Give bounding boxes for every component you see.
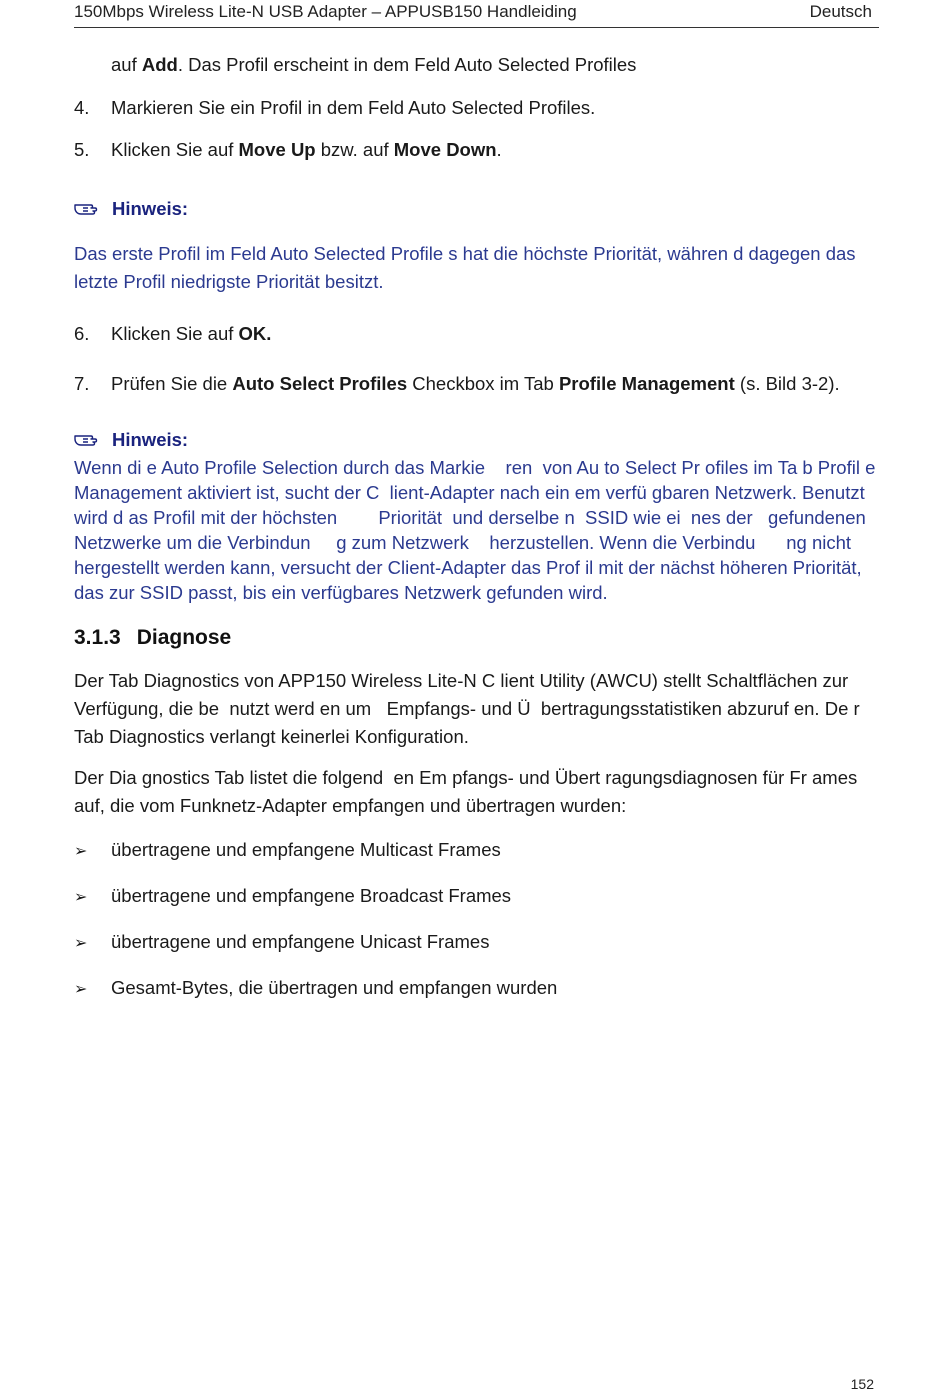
note-1-line-1: Das erste Profil im Feld Auto Selected Profile s hat die höchste Priorität, währen d dagegen das [74, 243, 856, 264]
section-heading [74, 625, 879, 650]
note-2-line-2: Management aktiviert ist, sucht der C lient-Adapter nach ein em verfü gbaren Netzwerk. Benutzt [74, 482, 865, 503]
list-item: ➢ übertragene und empfangene Unicast Frames [74, 929, 879, 956]
note-1-line-2: letzte Profil niedrigste Priorität besitzt. [74, 271, 384, 292]
para-1-line-1: Der Tab Diagnostics von APP150 Wireless Lite-N C lient Utility (AWCU) stellt Schaltflächen zur [74, 670, 849, 691]
note-2-line-6: das zur SSID passt, bis ein verfügbares Netzwerk gefunden wird. [74, 582, 608, 603]
para-2-line-1: Der Dia gnostics Tab listet die folgend en Em pfangs- und Übert ragungsdiagnosen für Fr ames [74, 767, 858, 788]
arrow-bullet-icon: ➢ [74, 981, 88, 998]
step-5: 5. Klicken Sie auf Move Up bzw. auf Move Down. [74, 139, 502, 160]
note-2-line-3: wird d as Profil mit der höchsten Priorität und derselbe n SSID wie ei nes der gefundenen [74, 507, 866, 528]
section-number: 3.1.3 [74, 626, 121, 649]
step-4: 4. Markieren Sie ein Profil in dem Feld Auto Selected Profiles. [74, 97, 596, 118]
pointing-hand-icon [74, 197, 104, 222]
arrow-bullet-icon: ➢ [74, 843, 88, 860]
list-item: ➢ übertragene und empfangene Broadcast Frames [74, 883, 879, 910]
para-2-line-2: auf, die vom Funknetz-Adapter empfangen und übertragen wurden: [74, 795, 627, 816]
para-1-line-3: Tab Diagnostics verlangt keinerlei Konfiguration. [74, 726, 469, 747]
note-2-line-5: hergestellt werden kann, versucht der Client-Adapter das Prof il mit der nächst höheren Priorität, [74, 557, 862, 578]
arrow-bullet-icon: ➢ [74, 889, 88, 906]
section-title: Diagnose [136, 626, 232, 649]
header-title: 150Mbps Wireless Lite-N USB Adapter – APPUSB150 Handleiding [74, 2, 577, 21]
step-6: 6. Klicken Sie auf OK. [74, 323, 272, 344]
note-2-label: Hinweis: [112, 429, 189, 450]
note-2-line-4: Netzwerke um die Verbindun g zum Netzwerk herzustellen. Wenn die Verbindu ng nicht [74, 532, 852, 553]
arrow-bullet-icon: ➢ [74, 935, 88, 952]
pointing-hand-icon [74, 428, 104, 453]
para-1-line-2: Verfügung, die be nutzt werd en um Empfangs- und Ü bertragungsstatistiken abzuruf en. De r [74, 698, 860, 719]
list-item: ➢ Gesamt-Bytes, die übertragen und empfangen wurden [74, 975, 879, 1002]
step3-continuation: auf Add. Das Profil erscheint in dem Feld Auto Selected Profiles [111, 54, 637, 75]
header-language: Deutsch [809, 2, 872, 21]
note-1-label: Hinweis: [112, 198, 189, 219]
note-1-heading [74, 196, 879, 222]
note-2-line-1: Wenn di e Auto Profile Selection durch das Markie ren von Au to Select Pr ofiles im Ta b Profil e [74, 457, 876, 478]
step-7: 7. Prüfen Sie die Auto Select Profiles Checkbox im Tab Profile Management (s. Bild 3-2). [74, 373, 840, 394]
header-rule [74, 27, 879, 28]
page-number: 152 [850, 1376, 874, 1392]
note-2-heading [74, 427, 879, 453]
list-item: ➢ übertragene und empfangene Multicast Frames [74, 837, 879, 864]
